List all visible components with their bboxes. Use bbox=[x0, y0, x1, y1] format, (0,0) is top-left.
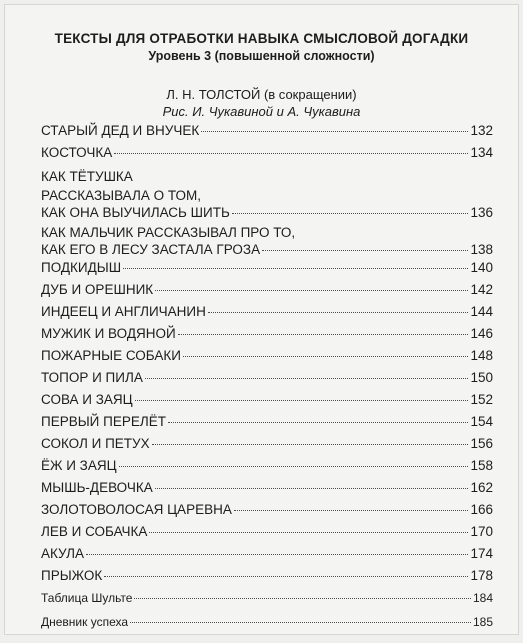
toc-entry-row bbox=[41, 615, 493, 634]
toc-entry-title: СТАРЫЙ ДЕД И ВНУЧЕК bbox=[41, 123, 200, 138]
toc-entry-page: 170 bbox=[470, 524, 493, 539]
toc-entry bbox=[41, 502, 493, 521]
toc-entry-row bbox=[41, 436, 493, 455]
toc-entry-row bbox=[41, 458, 493, 477]
toc-entry-page: 162 bbox=[470, 480, 493, 495]
toc-entry-page: 150 bbox=[470, 370, 493, 385]
toc-entry-row bbox=[41, 502, 493, 521]
toc-entry-row bbox=[41, 480, 493, 499]
toc-entry-page: 138 bbox=[470, 242, 493, 257]
toc-entry bbox=[41, 326, 493, 345]
author-line: Л. Н. ТОЛСТОЙ (в сокращении) bbox=[166, 87, 357, 102]
toc-entry-title: ЛЕВ И СОБАЧКА bbox=[41, 524, 148, 539]
toc-entry-page: 146 bbox=[470, 326, 493, 341]
toc-entry bbox=[41, 167, 493, 224]
toc-entry-page: 148 bbox=[470, 348, 493, 363]
dot-leader bbox=[130, 622, 471, 623]
dot-leader bbox=[104, 576, 468, 577]
dot-leader bbox=[262, 250, 468, 251]
toc-entry-page: 152 bbox=[470, 392, 493, 407]
level-subtitle: Уровень 3 (повышенной сложности) bbox=[148, 49, 375, 63]
toc-entry bbox=[41, 392, 493, 411]
toc-entry-title: ПОДКИДЫШ bbox=[41, 260, 122, 275]
dot-leader bbox=[135, 400, 469, 401]
toc-entry-row bbox=[41, 524, 493, 543]
illustrator-line: Рис. И. Чукавиной и А. Чукавина bbox=[162, 104, 361, 119]
toc-entry bbox=[41, 458, 493, 477]
dot-leader bbox=[155, 290, 468, 291]
dot-leader bbox=[86, 554, 468, 555]
section-title: ТЕКСТЫ ДЛЯ ОТРАБОТКИ НАВЫКА СМЫСЛОВОЙ ДОГАДКИ bbox=[54, 31, 469, 46]
toc-entry-row bbox=[41, 591, 493, 610]
toc-entry-row bbox=[41, 242, 493, 261]
dot-leader bbox=[155, 488, 469, 489]
toc-entry-page: 166 bbox=[470, 502, 493, 517]
toc-entry-page: 134 bbox=[470, 145, 493, 160]
toc-entry-title: СОВА И ЗАЯЦ bbox=[41, 392, 133, 407]
toc-entry bbox=[41, 145, 493, 164]
toc-entry-row bbox=[41, 145, 493, 164]
toc-entry-title: ТОПОР И ПИЛА bbox=[41, 370, 143, 385]
toc-entry-row bbox=[41, 205, 493, 224]
toc-entry bbox=[41, 436, 493, 455]
toc-entry-row bbox=[41, 304, 493, 323]
toc-entry-title: Дневник успеха bbox=[41, 615, 129, 629]
toc-entry-page: 158 bbox=[470, 458, 493, 473]
toc-entry bbox=[41, 304, 493, 323]
toc-entry-title: ДУБ И ОРЕШНИК bbox=[41, 282, 154, 297]
dot-leader bbox=[234, 510, 469, 511]
toc-entry-page: 154 bbox=[470, 414, 493, 429]
toc-entry-title: МУЖИК И ВОДЯНОЙ bbox=[41, 326, 176, 341]
toc-entry-row bbox=[41, 348, 493, 367]
toc-entry-page: 178 bbox=[470, 568, 493, 583]
toc-entry-page: 174 bbox=[470, 546, 493, 561]
toc-entry bbox=[41, 223, 493, 261]
toc-entry-row bbox=[41, 260, 493, 279]
toc-entry bbox=[41, 282, 493, 301]
dot-leader bbox=[123, 268, 468, 269]
toc-entry-page: 136 bbox=[470, 205, 493, 220]
toc-entry bbox=[41, 546, 493, 565]
toc-entry-title-line: КАК ТЁТУШКА bbox=[41, 169, 133, 184]
toc-entry-title: СОКОЛ И ПЕТУХ bbox=[41, 436, 150, 451]
toc-entry bbox=[41, 414, 493, 433]
dot-leader bbox=[149, 532, 468, 533]
toc-entry bbox=[41, 348, 493, 367]
toc-entry-page: 140 bbox=[470, 260, 493, 275]
toc-entry bbox=[41, 123, 493, 142]
toc-entry-title: КАК ОНА ВЫУЧИЛАСЬ ШИТЬ bbox=[41, 205, 230, 220]
book-page bbox=[4, 4, 519, 635]
toc-entry-page: 142 bbox=[470, 282, 493, 297]
toc-entry-title: Таблица Шульте bbox=[41, 591, 133, 605]
toc-entry-title: МЫШЬ-ДЕВОЧКА bbox=[41, 480, 153, 495]
toc-entry-row bbox=[41, 282, 493, 301]
toc-entry-page: 132 bbox=[470, 123, 493, 138]
toc-entry bbox=[41, 260, 493, 279]
dot-leader bbox=[201, 131, 468, 132]
toc-entry bbox=[41, 370, 493, 389]
toc-entry-row bbox=[41, 414, 493, 433]
toc-entry-row bbox=[41, 326, 493, 345]
toc-entry-title: ЗОЛОТОВОЛОСАЯ ЦАРЕВНА bbox=[41, 502, 232, 517]
dot-leader bbox=[145, 378, 469, 379]
toc-entry-title-line: РАССКАЗЫВАЛА О ТОМ, bbox=[41, 188, 201, 203]
toc-entry-row bbox=[41, 568, 493, 587]
toc-entry-page: 144 bbox=[470, 304, 493, 319]
dot-leader bbox=[114, 153, 468, 154]
toc-entry bbox=[41, 591, 493, 610]
toc-entry-title: ЁЖ И ЗАЯЦ bbox=[41, 458, 117, 473]
dot-leader bbox=[208, 312, 469, 313]
toc-entry-title: ПЕРВЫЙ ПЕРЕЛЁТ bbox=[41, 414, 166, 429]
dot-leader bbox=[119, 466, 469, 467]
toc-entry-title: ПОЖАРНЫЕ СОБАКИ bbox=[41, 348, 181, 363]
toc-entry-title: ИНДЕЕЦ И АНГЛИЧАНИН bbox=[41, 304, 206, 319]
dot-leader bbox=[178, 334, 469, 335]
toc-entry bbox=[41, 480, 493, 499]
toc-entry-row bbox=[41, 123, 493, 142]
dot-leader bbox=[152, 444, 469, 445]
toc-entry bbox=[41, 615, 493, 634]
toc-entry-row bbox=[41, 370, 493, 389]
toc-entry-row bbox=[41, 546, 493, 565]
toc-entry-title: АКУЛА bbox=[41, 546, 85, 561]
dot-leader bbox=[232, 213, 469, 214]
toc-entry-title: ПРЫЖОК bbox=[41, 568, 103, 583]
toc-entry bbox=[41, 524, 493, 543]
toc-entry-row bbox=[41, 392, 493, 411]
toc-entry-page: 156 bbox=[470, 436, 493, 451]
toc-entry bbox=[41, 568, 493, 587]
toc-entry-page: 185 bbox=[472, 615, 493, 629]
dot-leader bbox=[134, 598, 470, 599]
dot-leader bbox=[183, 356, 469, 357]
toc-entry-title: КОСТОЧКА bbox=[41, 145, 113, 160]
dot-leader bbox=[168, 422, 469, 423]
toc-entry-page: 184 bbox=[472, 591, 493, 605]
toc-entry-title-line: КАК МАЛЬЧИК РАССКАЗЫВАЛ ПРО ТО, bbox=[41, 225, 296, 240]
toc-entry-title: КАК ЕГО В ЛЕСУ ЗАСТАЛА ГРОЗА bbox=[41, 242, 261, 257]
section-header bbox=[5, 31, 518, 63]
